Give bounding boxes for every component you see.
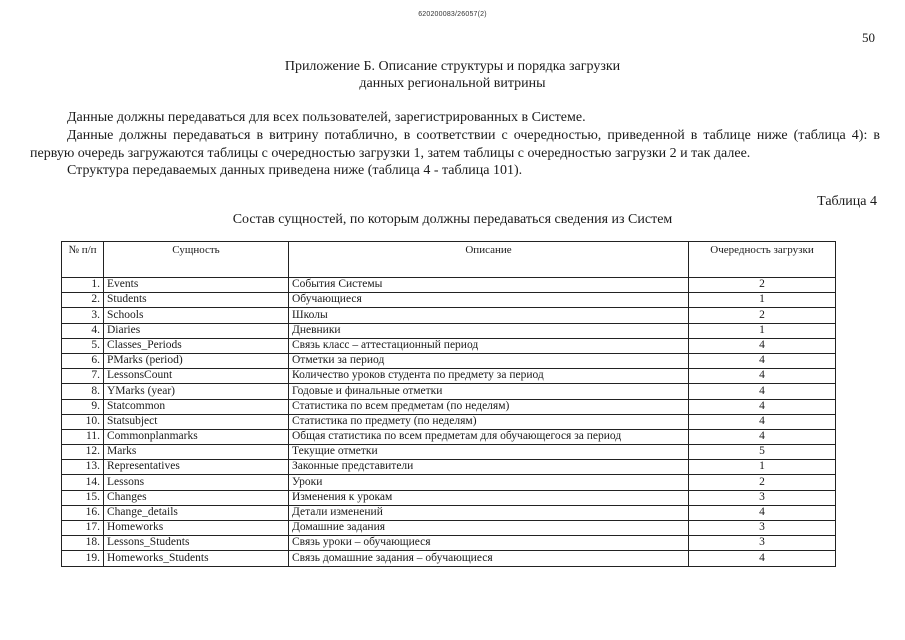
row-entity: PMarks (period) — [104, 353, 289, 368]
table-row — [62, 338, 836, 353]
row-entity: Lessons_Students — [104, 536, 289, 551]
appendix-title — [0, 58, 905, 92]
row-entity: Schools — [104, 308, 289, 323]
header-order: Очередность загрузки — [689, 242, 836, 278]
row-num: 4. — [62, 323, 104, 338]
row-order: 4 — [689, 551, 836, 566]
row-description: Детали изменений — [289, 505, 689, 520]
table-row — [62, 460, 836, 475]
row-description: Связь уроки – обучающиеся — [289, 536, 689, 551]
row-description: Школы — [289, 308, 689, 323]
row-entity: Diaries — [104, 323, 289, 338]
paragraph-users: Данные должны передаваться для всех пользователей, зарегистрированных в Системе. — [67, 110, 586, 125]
header-description: Описание — [289, 242, 689, 278]
row-num: 16. — [62, 505, 104, 520]
row-description: Дневники — [289, 323, 689, 338]
row-order: 4 — [689, 414, 836, 429]
row-description: Общая статистика по всем предметам для обучающегося за период — [289, 429, 689, 444]
row-description: Количество уроков студента по предмету за период — [289, 369, 689, 384]
row-entity: Changes — [104, 490, 289, 505]
row-order: 3 — [689, 490, 836, 505]
row-entity: Homeworks_Students — [104, 551, 289, 566]
table-row — [62, 278, 836, 293]
page-number: 50 — [862, 30, 875, 45]
table-row — [62, 323, 836, 338]
row-order: 1 — [689, 293, 836, 308]
row-entity: Events — [104, 278, 289, 293]
row-entity: YMarks (year) — [104, 384, 289, 399]
row-description: События Системы — [289, 278, 689, 293]
row-num: 8. — [62, 384, 104, 399]
table-row — [62, 399, 836, 414]
row-order: 4 — [689, 505, 836, 520]
row-description: Статистика по всем предметам (по неделям) — [289, 399, 689, 414]
table-row — [62, 308, 836, 323]
row-num: 19. — [62, 551, 104, 566]
row-entity: Students — [104, 293, 289, 308]
row-entity: Statsubject — [104, 414, 289, 429]
table-row — [62, 353, 836, 368]
table-row — [62, 475, 836, 490]
row-description: Статистика по предмету (по неделям) — [289, 414, 689, 429]
row-entity: LessonsCount — [104, 369, 289, 384]
row-order: 2 — [689, 308, 836, 323]
row-entity: Classes_Periods — [104, 338, 289, 353]
table-row — [62, 293, 836, 308]
row-num: 1. — [62, 278, 104, 293]
row-description: Связь класс – аттестационный период — [289, 338, 689, 353]
row-num: 3. — [62, 308, 104, 323]
row-order: 4 — [689, 353, 836, 368]
row-description: Годовые и финальные отметки — [289, 384, 689, 399]
row-num: 11. — [62, 429, 104, 444]
table-row — [62, 521, 836, 536]
row-num: 13. — [62, 460, 104, 475]
document-id: 620200083/26057(2) — [418, 11, 487, 18]
row-order: 2 — [689, 278, 836, 293]
row-order: 3 — [689, 521, 836, 536]
table-body — [62, 278, 836, 567]
row-entity: Change_details — [104, 505, 289, 520]
row-num: 15. — [62, 490, 104, 505]
row-description: Отметки за период — [289, 353, 689, 368]
table-row — [62, 490, 836, 505]
row-description: Законные представители — [289, 460, 689, 475]
row-order: 4 — [689, 429, 836, 444]
row-entity: Homeworks — [104, 521, 289, 536]
row-order: 4 — [689, 338, 836, 353]
table-row — [62, 536, 836, 551]
table-title: Состав сущностей, по которым должны передаваться сведения из Систем — [232, 212, 673, 227]
row-entity: Lessons — [104, 475, 289, 490]
row-order: 2 — [689, 475, 836, 490]
table-row — [62, 551, 836, 566]
row-entity: Commonplanmarks — [104, 429, 289, 444]
row-num: 9. — [62, 399, 104, 414]
row-entity: Statcommon — [104, 399, 289, 414]
row-description: Уроки — [289, 475, 689, 490]
row-num: 6. — [62, 353, 104, 368]
row-description: Изменения к урокам — [289, 490, 689, 505]
row-num: 14. — [62, 475, 104, 490]
row-num: 17. — [62, 521, 104, 536]
row-num: 12. — [62, 445, 104, 460]
row-entity: Representatives — [104, 460, 289, 475]
row-order: 4 — [689, 369, 836, 384]
row-description: Домашние задания — [289, 521, 689, 536]
table-row — [62, 384, 836, 399]
row-num: 7. — [62, 369, 104, 384]
row-description: Обучающиеся — [289, 293, 689, 308]
row-num: 10. — [62, 414, 104, 429]
table-caption: Таблица 4 — [817, 194, 877, 209]
header-num: № п/п — [62, 242, 104, 278]
row-order: 4 — [689, 399, 836, 414]
entities-table — [61, 241, 836, 567]
row-order: 4 — [689, 384, 836, 399]
row-description: Текущие отметки — [289, 445, 689, 460]
table-row — [62, 445, 836, 460]
table-row — [62, 429, 836, 444]
row-num: 18. — [62, 536, 104, 551]
row-order: 1 — [689, 323, 836, 338]
row-entity: Marks — [104, 445, 289, 460]
table-row — [62, 414, 836, 429]
table-row — [62, 505, 836, 520]
header-entity: Сущность — [104, 242, 289, 278]
row-order: 1 — [689, 460, 836, 475]
appendix-title-line-1: Приложение Б. Описание структуры и порядка загрузки — [284, 59, 621, 74]
row-num: 2. — [62, 293, 104, 308]
table-row — [62, 369, 836, 384]
paragraph-structure: Структура передаваемых данных приведена ниже (таблица 4 - таблица 101). — [67, 163, 523, 178]
table-header-row — [62, 242, 836, 278]
paragraph-load-order: Данные должны передаваться в витрину потаблично, в соответствии с очередностью, приведенной в таблице ниже (таблица 4): в первую очередь загружаются таблицы с очередностью загрузки 1, затем таблицы с очередностью загрузки 2 и так далее. — [30, 128, 880, 161]
appendix-title-line-2: данных региональной витрины — [359, 76, 546, 91]
row-num: 5. — [62, 338, 104, 353]
row-description: Связь домашние задания – обучающиеся — [289, 551, 689, 566]
row-order: 5 — [689, 445, 836, 460]
row-order: 3 — [689, 536, 836, 551]
